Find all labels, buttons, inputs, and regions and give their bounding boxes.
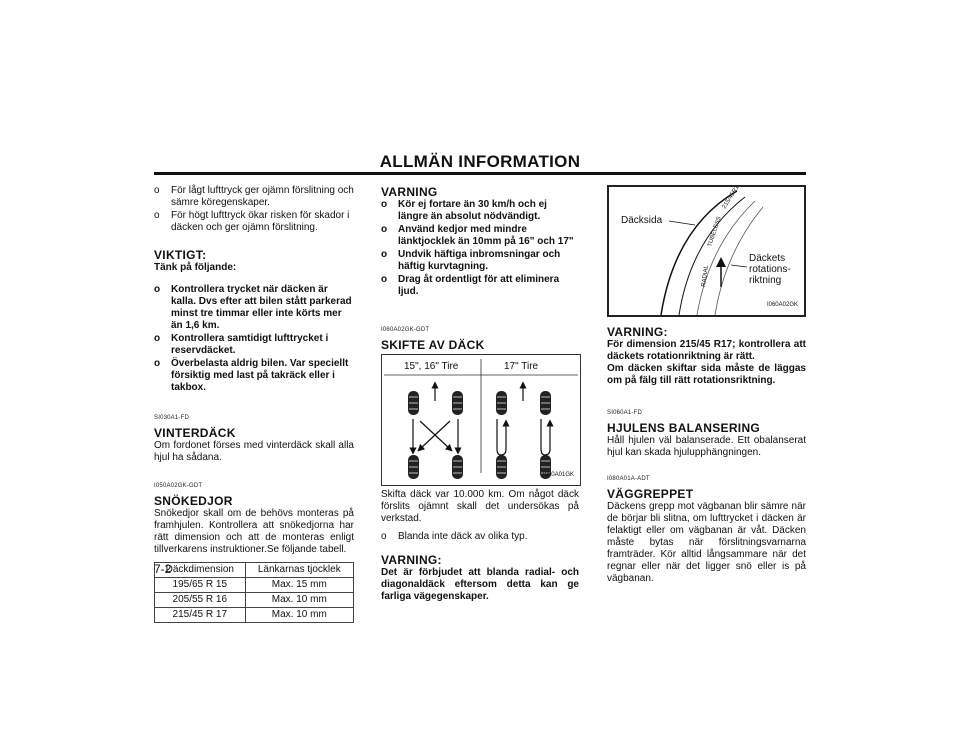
table-header: Länkarnas tjocklek xyxy=(245,563,353,578)
snow-chain-table xyxy=(154,562,354,623)
column-3 xyxy=(607,185,806,585)
svg-text:RADIAL: RADIAL xyxy=(701,264,710,288)
column-1 xyxy=(154,185,354,623)
list-item: o Undvik häftiga inbromsningar och häftig kurvtagning. xyxy=(381,249,561,272)
varning-heading: VARNING: xyxy=(381,553,442,567)
viktigt-heading: VIKTIGT: xyxy=(154,248,207,262)
table-header: Däckdimension xyxy=(155,563,246,578)
rotation-arrow-icon xyxy=(716,257,726,287)
section-text: Däckens grepp mot vägbanan blir sämre när de börjar bli slitna, om lufttrycket i däcken är felaktigt eller om vägbanan är våt. Däcken måste bytas när förslitningsvarnarna framträder. Kör alltid långsammare när det regnar eller när det ligger snö eller is på vägbanan. xyxy=(607,501,806,584)
list-item: o Överbelasta aldrig bilen. Var speciellt försiktig med last på takräck eller i takbox. xyxy=(154,358,349,393)
section-code: I060A02GK-GDT xyxy=(381,327,430,333)
list-item: o För lågt lufttryck ger ojämn förslitning och sämre köregenskaper. xyxy=(154,185,354,208)
section-code: I080A01A-ADT xyxy=(607,476,650,482)
figure-label-rotation: Däckets rotations- riktning xyxy=(749,253,791,286)
header-rule xyxy=(154,172,806,175)
svg-text:TUBELESS: TUBELESS xyxy=(707,215,723,248)
figure-label-sidewall: Däcksida xyxy=(621,215,663,226)
column-2 xyxy=(381,185,579,603)
page-title: ALLMÄN INFORMATION xyxy=(379,152,581,171)
section-code: I050A02GK-GDT xyxy=(154,483,203,489)
page-number: 7-2 xyxy=(154,562,172,576)
section-text: Håll hjulen väl balanserade. Ett obalanserat hjul kan skada hjulupphängningen. xyxy=(607,435,806,458)
viktigt-subheading: Tänk på följande: xyxy=(154,262,237,273)
varning-heading: VARNING xyxy=(381,185,438,199)
section-heading-vinterdack: VINTERDÄCK xyxy=(154,426,236,440)
varning-text: Om däcken skiftar sida måste de läggas om på fälg till rätt rotationsriktning. xyxy=(607,363,806,386)
figure-code: I060A02GK xyxy=(766,302,798,308)
varning-text: För dimension 215/45 R17; kontrollera att däckets rotationriktning är rätt. xyxy=(607,339,806,362)
section-text: Skifta däck var 10.000 km. Om något däck förslits ojämnt skall det undersökas på verkstad. xyxy=(381,489,579,524)
figure-code: I060A01GK xyxy=(542,472,574,478)
list-item: o För högt lufttryck ökar risken för skador i däcken och ger ojämn förslitning. xyxy=(154,210,350,233)
section-text: Snökedjor skall om de behövs monteras på framhjulen. Kontrollera att snökedjorna har rätt dimension och att de monteras enligt tillverkarens instruktioner.Se följande tabell. xyxy=(154,508,354,555)
figure-label-left: 15", 16" Tire xyxy=(404,361,459,372)
table-row: 215/45 R 17 Max. 10 mm xyxy=(155,608,354,623)
section-code: SI030A1-FD xyxy=(154,415,190,421)
svg-text:215/45R17: 215/45R17 xyxy=(721,187,743,211)
list-item: o Drag åt ordentligt för att eliminera ljud. xyxy=(381,274,560,297)
section-heading-veggreppet: VÄGGREPPET xyxy=(607,487,694,501)
tire-rotation-figure xyxy=(381,354,581,486)
section-heading-skifte: SKIFTE AV DÄCK xyxy=(381,338,485,352)
table-row: 195/65 R 15 Max. 15 mm xyxy=(155,578,354,593)
list-item: o Blanda inte däck av olika typ. xyxy=(381,531,528,542)
tire-rotation-diagram xyxy=(382,355,580,485)
section-text: Om fordonet förses med vinterdäck skall alla hjul ha sådana. xyxy=(154,440,354,463)
table-row: 205/55 R 16 Max. 10 mm xyxy=(155,593,354,608)
tire-direction-figure xyxy=(607,185,806,317)
list-item: o Kör ej fortare än 30 km/h och ej längre än absolut nödvändigt. xyxy=(381,199,547,222)
section-heading-balansering: HJULENS BALANSERING xyxy=(607,421,761,435)
list-item: o Kontrollera trycket när däcken är kalla. Dvs efter att bilen stått parkerad minst tre timmar eller inte körts mer än 1,6 km. xyxy=(154,284,352,331)
varning-text: Det är förbjudet att blanda radial- och diagonaldäck eftersom detta kan ge farliga vägegenskaper. xyxy=(381,567,579,602)
section-code: SI060A1-FD xyxy=(607,410,643,416)
tire-sidewall-diagram xyxy=(609,187,804,315)
list-item: o Använd kedjor med mindre länktjocklek än 10mm på 16" och 17" xyxy=(381,224,574,247)
list-item: o Kontrollera samtidigt lufttrycket i reservdäcket. xyxy=(154,333,329,356)
figure-label-right: 17" Tire xyxy=(504,361,539,372)
varning-heading: VARNING: xyxy=(607,325,668,339)
section-heading-snokedjor: SNÖKEDJOR xyxy=(154,494,233,508)
